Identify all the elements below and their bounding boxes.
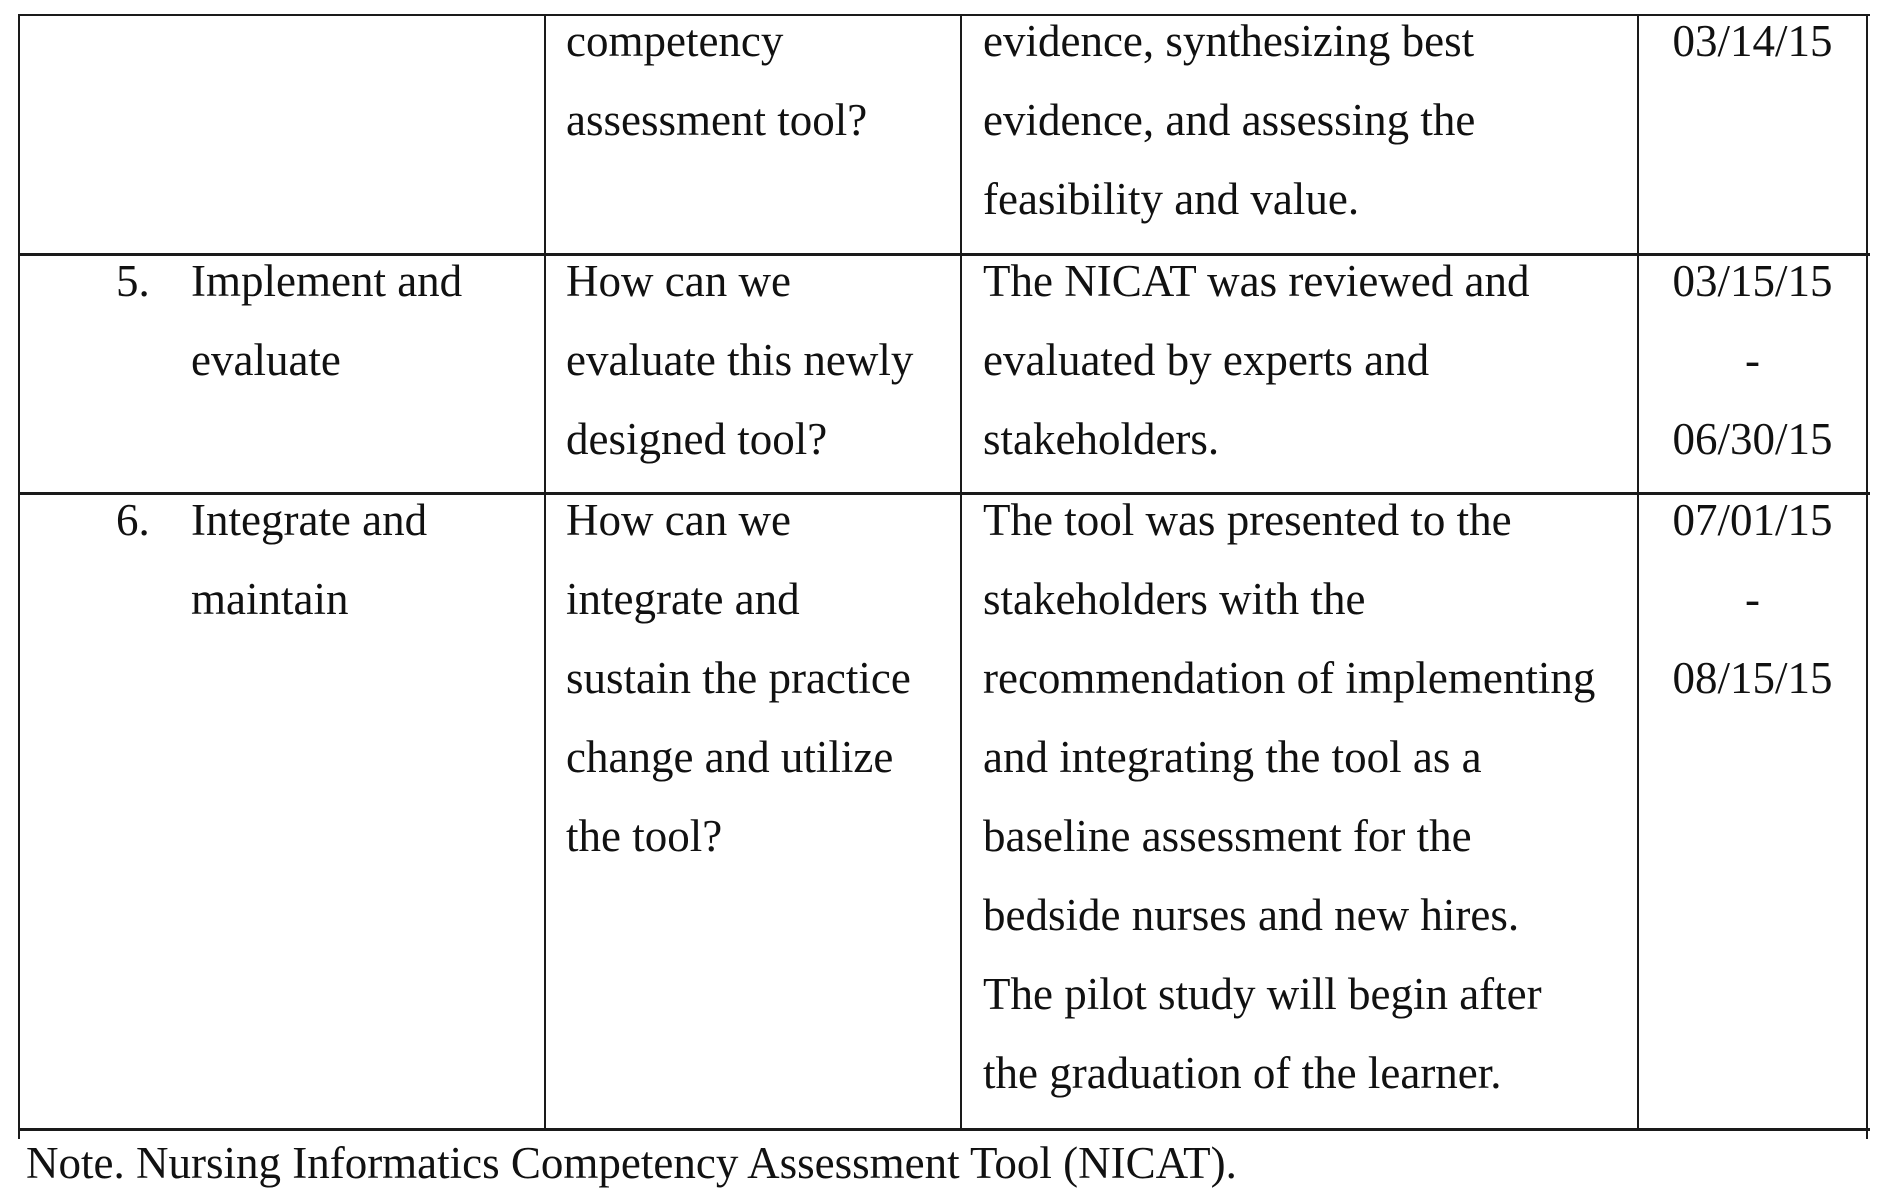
- column-divider: [960, 14, 962, 1129]
- date-line: 07/01/15: [1672, 495, 1833, 545]
- date-cell: [1639, 242, 1866, 479]
- outcome-cell: [983, 481, 1595, 1113]
- table-note: Note. Nursing Informatics Competency Assessment Tool (NICAT).: [26, 1138, 1237, 1188]
- date-cell: [1639, 2, 1866, 81]
- date-line: -: [1745, 335, 1760, 385]
- column-divider: [544, 14, 546, 1129]
- outcome-line: evidence, synthesizing best: [983, 16, 1475, 66]
- step-number: 5.: [116, 256, 150, 306]
- outcome-line: recommendation of implementing: [983, 653, 1596, 703]
- question-line: competency: [566, 16, 784, 66]
- outcome-line: evidence, and assessing the: [983, 95, 1476, 145]
- question-cell: [566, 481, 911, 876]
- outcome-line: The NICAT was reviewed and: [983, 256, 1530, 306]
- question-line: assessment tool?: [566, 95, 868, 145]
- date-line: 06/30/15: [1672, 414, 1833, 464]
- question-line: designed tool?: [566, 414, 828, 464]
- question-line: change and utilize: [566, 732, 894, 782]
- question-line: How can we: [566, 256, 791, 306]
- date-line: 08/15/15: [1672, 653, 1833, 703]
- step-number: 6.: [116, 495, 150, 545]
- outcome-line: The pilot study will begin after: [983, 969, 1542, 1019]
- table-row: [566, 2, 867, 160]
- outcome-line: the graduation of the learner.: [983, 1048, 1502, 1098]
- outcome-cell: [983, 242, 1530, 479]
- outcome-line: bedside nurses and new hires.: [983, 890, 1520, 940]
- outcome-line: stakeholders with the: [983, 574, 1366, 624]
- outcome-line: feasibility and value.: [983, 174, 1360, 224]
- step-cell: [191, 481, 427, 639]
- question-line: integrate and: [566, 574, 800, 624]
- step-line: Integrate and: [191, 495, 428, 545]
- question-line: evaluate this newly: [566, 335, 914, 385]
- column-border-left: [18, 14, 20, 1139]
- outcome-line: evaluated by experts and: [983, 335, 1430, 385]
- date-line: -: [1745, 574, 1760, 624]
- date-cell: [1639, 481, 1866, 718]
- outcome-line: stakeholders.: [983, 414, 1220, 464]
- step-cell: [191, 242, 462, 400]
- step-line: maintain: [191, 574, 349, 624]
- question-line: the tool?: [566, 811, 723, 861]
- outcome-line: baseline assessment for the: [983, 811, 1472, 861]
- date-line: 03/14/15: [1672, 16, 1833, 66]
- outcome-line: The tool was presented to the: [983, 495, 1512, 545]
- date-line: 03/15/15: [1672, 256, 1833, 306]
- column-border-right: [1866, 14, 1868, 1139]
- question-line: sustain the practice: [566, 653, 911, 703]
- table-top-border: [18, 14, 1870, 16]
- step-line: evaluate: [191, 335, 341, 385]
- step-line: Implement and: [191, 256, 463, 306]
- outcome-cell: [983, 2, 1475, 239]
- question-cell: [566, 242, 913, 479]
- outcome-line: and integrating the tool as a: [983, 732, 1482, 782]
- question-line: How can we: [566, 495, 791, 545]
